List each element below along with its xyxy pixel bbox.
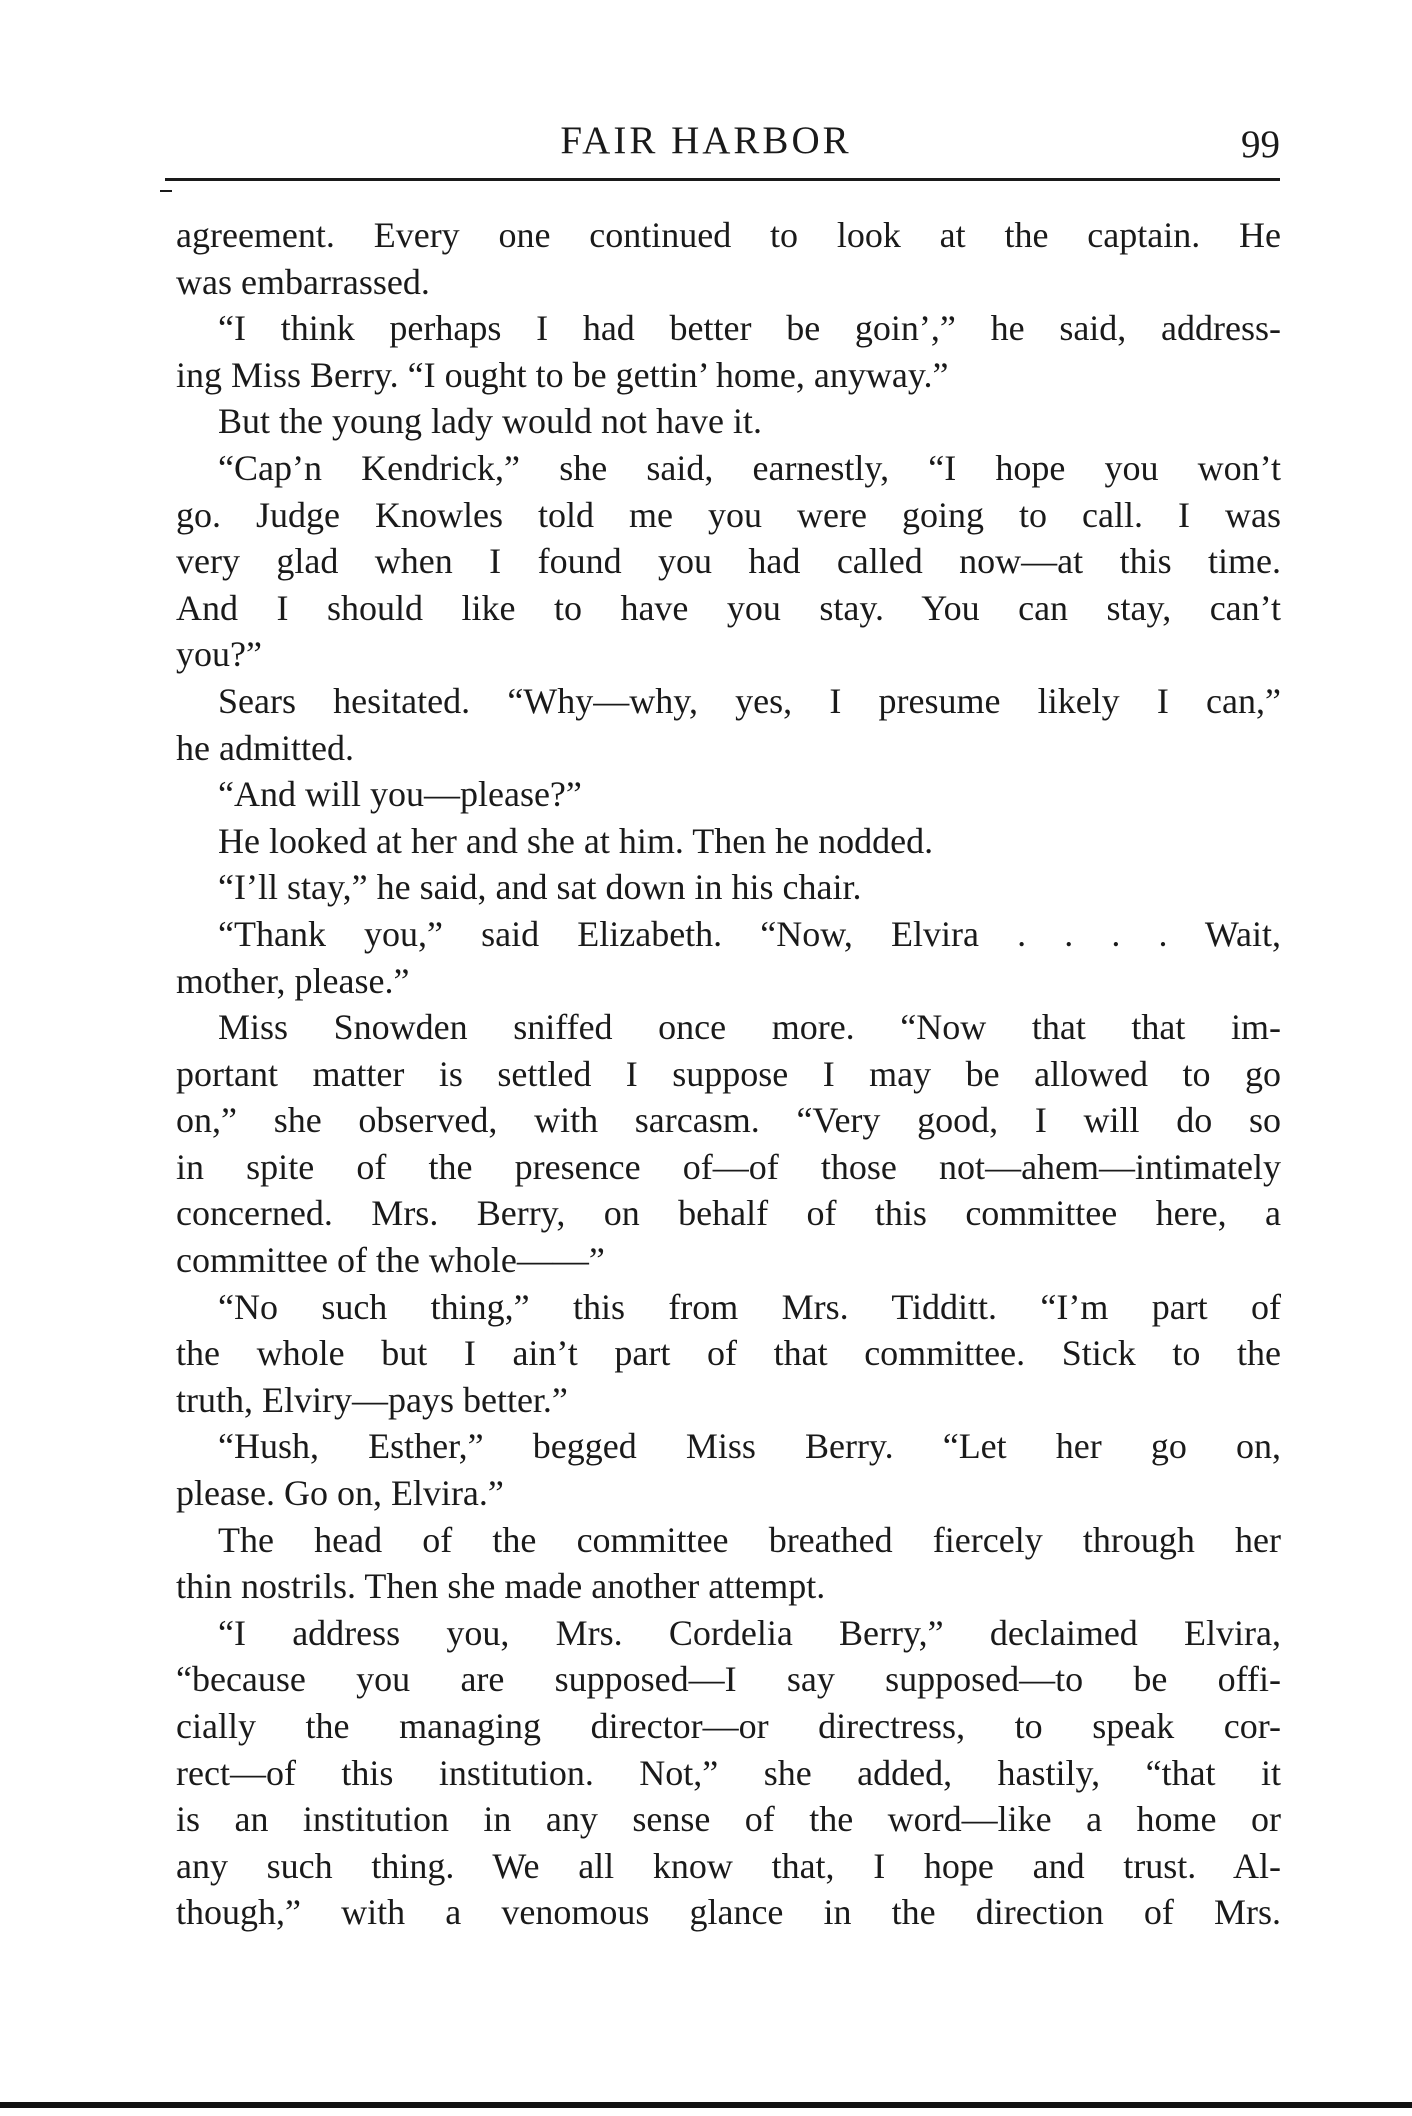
header-rule (165, 178, 1280, 181)
text-line: the whole but I ain’t part of that committee. Stick to the (176, 1333, 1281, 1374)
text-line: was embarrassed. (176, 261, 430, 302)
text-line: “Cap’n Kendrick,” she said, earnestly, “I hope you won’t (218, 447, 1281, 488)
bottom-border (0, 2102, 1412, 2108)
text-line: “I think perhaps I had better be goin’,” he said, address- (218, 308, 1281, 349)
text-line: in spite of the presence of—of those not—ahem—intimately (176, 1146, 1281, 1187)
text-line: “And will you—please?” (218, 774, 582, 815)
text-line: committee of the whole——” (176, 1240, 605, 1281)
text-line: mother, please.” (176, 960, 410, 1001)
text-line: thin nostrils. Then she made another attempt. (176, 1566, 826, 1607)
text-line: truth, Elviry—pays better.” (176, 1379, 568, 1420)
text-line: any such thing. We all know that, I hope and trust. Al- (176, 1845, 1281, 1886)
text-line: He looked at her and she at him. Then he nodded. (218, 820, 934, 861)
text-line: rect—of this institution. Not,” she added, hastily, “that it (176, 1752, 1281, 1793)
text-line: But the young lady would not have it. (218, 401, 762, 442)
running-head (0, 118, 1412, 178)
text-line: The head of the committee breathed fiercely through her (218, 1519, 1281, 1560)
text-line: cially the managing director—or directress, to speak cor- (176, 1706, 1281, 1746)
text-line: ing Miss Berry. “I ought to be gettin’ home, anyway.” (176, 354, 949, 395)
text-line: though,” with a venomous glance in the direction of Mrs. (176, 1892, 1281, 1933)
body-text (176, 212, 1281, 1936)
text-line: “I address you, Mrs. Cordelia Berry,” declaimed Elvira, (218, 1612, 1281, 1653)
text-line: “No such thing,” this from Mrs. Tidditt. “I’m part of (218, 1286, 1281, 1327)
text-line: “because you are supposed—I say supposed—to be offi- (176, 1659, 1281, 1700)
text-line: please. Go on, Elvira.” (176, 1473, 504, 1514)
text-line: very glad when I found you had called now—at this time. (176, 541, 1281, 582)
text-line: Sears hesitated. “Why—why, yes, I presume likely I can,” (218, 680, 1281, 721)
text-line: agreement. Every one continued to look at the captain. He (176, 215, 1281, 255)
page-number: 99 (1241, 123, 1280, 166)
text-line: And I should like to have you stay. You can stay, can’t (176, 587, 1281, 628)
text-line: concerned. Mrs. Berry, on behalf of this committee here, a (176, 1193, 1281, 1234)
text-line: “I’ll stay,” he said, and sat down in his chair. (218, 867, 862, 908)
text-line: on,” she observed, with sarcasm. “Very good, I will do so (176, 1100, 1281, 1141)
text-line: he admitted. (176, 727, 354, 768)
text-line: Miss Snowden sniffed once more. “Now that that im- (218, 1007, 1281, 1048)
header-mark (160, 190, 172, 192)
text-line: go. Judge Knowles told me you were going to call. I was (176, 494, 1281, 535)
text-line: “Hush, Esther,” begged Miss Berry. “Let her go on, (218, 1426, 1281, 1467)
running-title: FAIR HARBOR (560, 119, 852, 162)
text-line: “Thank you,” said Elizabeth. “Now, Elvira . . . . Wait, (218, 913, 1281, 954)
text-line: portant matter is settled I suppose I may be allowed to go (176, 1053, 1281, 1094)
text-line: is an institution in any sense of the word—like a home or (176, 1799, 1281, 1840)
text-line: you?” (176, 634, 262, 675)
